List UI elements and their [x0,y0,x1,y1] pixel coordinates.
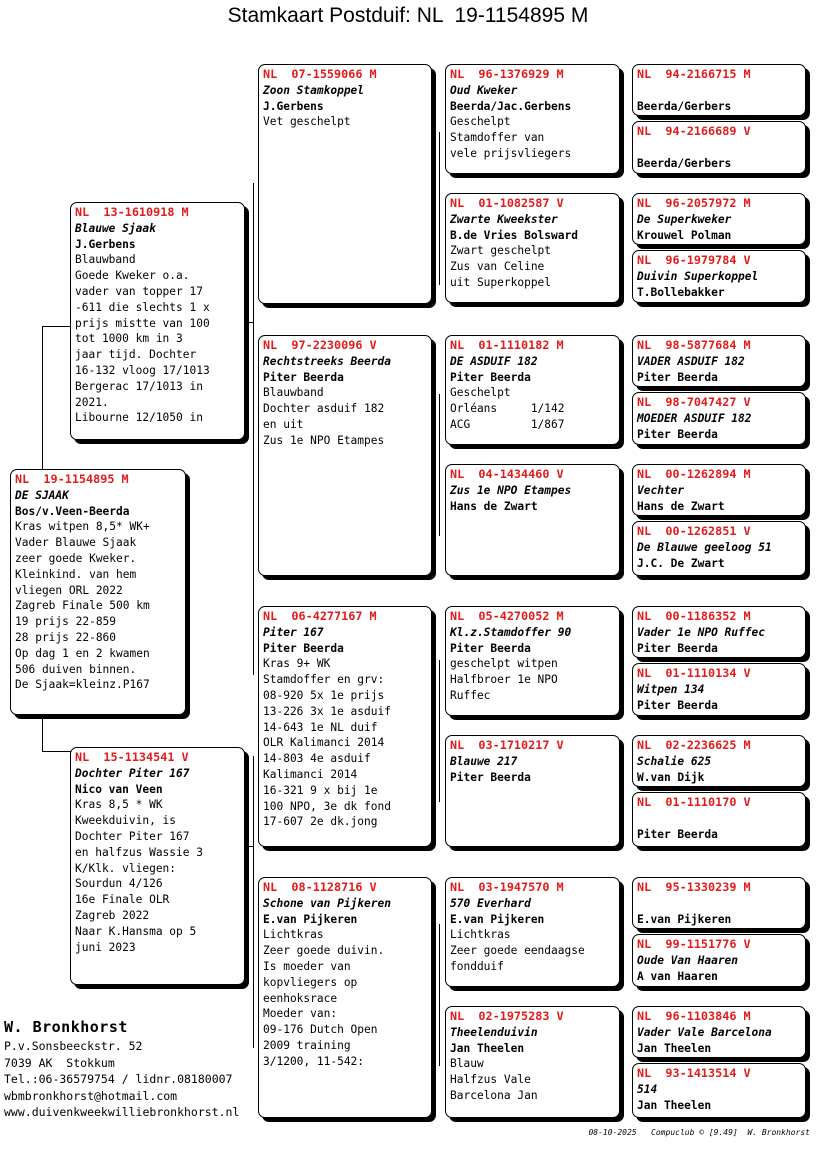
pigeon-owner: Piter Beerda [450,370,531,384]
connector-mother [253,756,254,1048]
pedigree-card-ff[interactable] [258,64,432,304]
pedigree-card-ffff[interactable] [632,64,806,116]
ring-number: NL 15-1134541 V [75,750,189,764]
pigeon-info: Zwart geschelpt Zus van Celine uit Superkoppel [450,244,552,289]
pigeon-owner: Jan Theelen [450,1041,525,1055]
connector-father [253,183,254,675]
pigeon-name: Oud Kweker [450,83,518,97]
connector-ff [439,132,440,285]
pigeon-owner: B.de Vries Bolsward [450,228,578,242]
ring-number: NL 13-1610918 M [75,205,189,219]
pedigree-card-mff[interactable] [445,606,620,716]
pigeon-name: Schalie 625 [637,754,712,768]
pedigree-card-subject[interactable] [10,469,186,715]
pigeon-owner: Piter Beerda [263,370,344,384]
pigeon-owner: Piter Beerda [450,770,531,784]
ring-number: NL 01-1110134 V [637,666,751,680]
pigeon-name: Rechtstreeks Beerda [263,354,391,368]
pedigree-card-mffm[interactable] [632,663,806,716]
pedigree-card-ffm[interactable] [445,193,620,303]
pigeon-owner: J.Gerbens [75,237,136,251]
pigeon-info: Geschelpt Orléans 1/142 ACG 1/867 [450,386,565,431]
ring-number: NL 98-5877684 M [637,338,751,352]
pedigree-card-father[interactable] [70,202,245,440]
pigeon-name: VADER ASDUIF 182 [637,354,745,368]
pedigree-card-fmff[interactable] [632,335,806,387]
ring-number: NL 00-1186352 M [637,609,751,623]
pigeon-info: Kras 8,5 * WK Kweekduivin, is Dochter Piter 167 en halfzus Wassie 3 K/Klk. vliegen: Sourdun 4/126 16e Finale OLR Zagreb 2022 Naar K.Hansma op 5 juni 2023 [75,798,203,954]
ring-number: NL 00-1262851 V [637,524,751,538]
pedigree-card-mmff[interactable] [632,877,806,929]
ring-number: NL 94-2166715 M [637,67,751,81]
ring-number: NL 96-1376929 M [450,67,564,81]
ring-number: NL 03-1710217 V [450,738,564,752]
pigeon-name [637,83,801,99]
breeder-email[interactable]: wbmbronkhorst@hotmail.com [4,1088,178,1103]
ring-number: NL 95-1330239 M [637,880,751,894]
pigeon-owner: Hans de Zwart [637,499,725,513]
ring-number: NL 96-2057972 M [637,196,751,210]
pigeon-owner: E.van Pijkeren [263,912,358,926]
ring-number: NL 02-2236625 M [637,738,751,752]
pigeon-name: 514 [637,1082,658,1096]
pigeon-name: Blauwe Sjaak [75,221,156,235]
pedigree-card-fff[interactable] [445,64,620,174]
pigeon-owner: A van Haaren [637,969,718,983]
pigeon-owner: Piter Beerda [637,827,718,841]
pigeon-owner: E.van Pijkeren [450,912,545,926]
connector-fm [439,394,440,536]
ring-number: NL 04-1434460 V [450,467,564,481]
pigeon-owner: Bos/v.Veen-Beerda [15,504,130,518]
pedigree-card-mm[interactable] [258,877,432,1118]
pigeon-name: Oude Van Haaren [637,953,739,967]
breeder-name: W. Bronkhorst [4,1018,128,1036]
connector-father-stub [244,322,254,323]
pigeon-owner: Jan Theelen [637,1098,712,1112]
ring-number: NL 19-1154895 M [15,472,129,486]
breeder-phone: Tel.:06-36579754 / lidnr.08180007 [4,1072,233,1086]
pigeon-name: Vader 1e NPO Ruffec [637,625,765,639]
page-title: Stamkaart Postduif: NL 19-1154895 M [227,4,589,27]
pigeon-name: Piter 167 [263,625,324,639]
pigeon-owner: W.van Dijk [637,770,705,784]
pigeon-name: DE ASDUIF 182 [450,354,538,368]
pigeon-info: Lichtkras Zeer goede duivin. Is moeder van kopvliegers op eenhoksrace Moeder van: 09-176 Dutch Open 2009 training 3/1200, 11-542: [263,928,385,1068]
pigeon-name: Theelenduivin [450,1025,538,1039]
pigeon-owner: Piter Beerda [637,698,718,712]
connector-mf [439,660,440,802]
pigeon-owner: Hans de Zwart [450,499,538,513]
connector-mother-stub [244,846,254,847]
footer-credit: 08-10-2025 Compuclub © [9.49] W. Bronkhorst [588,1128,810,1137]
pigeon-owner: Piter Beerda [637,641,718,655]
pigeon-owner: Jan Theelen [637,1041,712,1055]
pedigree-card-mf[interactable] [258,606,432,847]
pigeon-name: Zwarte Kweekster [450,212,558,226]
pedigree-card-mfmm[interactable] [632,792,806,847]
pigeon-name: Dochter Piter 167 [75,766,190,780]
pigeon-info: Kras 9+ WK Stamdoffer en grv: 08-920 5x 1e prijs 13-226 3x 1e asduif 14-643 1e NL duif OLR Kalimanci 2014 14-803 4e asduif Kalimanci 2014 16-321 9 x bij 1e 100 NPO, 3e dk fond 17-607 2e dk.jong [263,657,391,829]
pigeon-owner: E.van Pijkeren [637,912,732,926]
ring-number: NL 06-4277167 M [263,609,377,623]
pigeon-name [637,140,801,156]
pigeon-name [637,896,801,912]
ring-number: NL 96-1979784 V [637,253,751,267]
connector-mm [439,924,440,1066]
pigeon-name: MOEDER ASDUIF 182 [637,411,752,425]
pigeon-owner: Beerda/Jac.Gerbens [450,99,572,113]
breeder-street: P.v.Sonsbeeckstr. 52 [4,1039,143,1053]
pedigree-card-fffm[interactable] [632,121,806,174]
pedigree-card-fmmm[interactable] [632,521,806,576]
pedigree-card-mfff[interactable] [632,606,806,658]
ring-number: NL 98-7047427 V [637,395,751,409]
breeder-website[interactable]: www.duivenkweekwilliebronkhorst.nl [4,1105,240,1119]
pedigree-card-fmfm[interactable] [632,392,806,445]
pigeon-info: Blauwband Goede Kweker o.a. vader van topper 17 -611 die slechts 1 x prijs mistte van 100 tot 1000 km in 3 jaar tijd. Dochter 16-132 vloog 17/1013 Bergerac 17/1013 in 2021. Libourne 12/1050 in [75,253,210,425]
ring-number: NL 05-4270052 M [450,609,564,623]
pedigree-card-fmf[interactable] [445,335,620,445]
pigeon-name: 570 Everhard [450,896,531,910]
pigeon-name: Witpen 134 [637,682,705,696]
ring-number: NL 01-1110170 V [637,795,751,809]
ring-number: NL 07-1559066 M [263,67,377,81]
ring-number: NL 96-1103846 M [637,1009,751,1023]
pigeon-owner: T.Bollebakker [637,285,725,299]
pigeon-name: Duivin Superkoppel [637,269,759,283]
pigeon-name: De Superkweker [637,212,732,226]
pigeon-info: Vet geschelpt [263,115,351,129]
pigeon-owner: Nico van Veen [75,782,163,796]
pigeon-owner: Beerda/Gerbers [637,99,732,113]
pigeon-owner: Piter Beerda [637,370,718,384]
pigeon-owner: Piter Beerda [450,641,531,655]
pedigree-card-mother[interactable] [70,747,245,985]
ring-number: NL 94-2166689 V [637,124,751,138]
pigeon-name: Schone van Pijkeren [263,896,391,910]
pigeon-info: Geschelpt Stamdoffer van vele prijsvliegers [450,115,572,160]
pedigree-card-mmf[interactable] [445,877,620,987]
ring-number: NL 02-1975283 V [450,1009,564,1023]
pigeon-name [637,811,801,827]
ring-number: NL 08-1128716 V [263,880,377,894]
pigeon-name: De Blauwe geeloog 51 [637,540,772,554]
pigeon-name: DE SJAAK [15,488,69,502]
pigeon-owner: J.Gerbens [263,99,324,113]
pigeon-owner: J.C. De Zwart [637,556,725,570]
pedigree-card-ffmf[interactable] [632,193,806,245]
pigeon-name: Kl.z.Stamdoffer 90 [450,625,572,639]
ring-number: NL 01-1082587 V [450,196,564,210]
pedigree-card-mmm[interactable] [445,1006,620,1118]
pedigree-card-fmmf[interactable] [632,464,806,516]
pigeon-owner: Beerda/Gerbers [637,156,732,170]
pigeon-name: Vader Vale Barcelona [637,1025,772,1039]
breeder-city: 7039 AK Stokkum [4,1055,115,1070]
pigeon-info: Blauw Halfzus Vale Barcelona Jan [450,1057,538,1102]
pigeon-name: Blauwe 217 [450,754,518,768]
ring-number: NL 03-1947570 M [450,880,564,894]
pigeon-name: Vechter [637,483,685,497]
pigeon-owner: Krouwel Polman [637,228,732,242]
pedigree-card-fmm[interactable] [445,464,620,576]
ring-number: NL 99-1151776 V [637,937,751,951]
pigeon-info: geschelpt witpen Halfbroer 1e NPO Ruffec [450,657,558,702]
pigeon-name: Zoon Stamkoppel [263,83,365,97]
pigeon-owner: Piter Beerda [263,641,344,655]
pedigree-card-mmmm[interactable] [632,1063,806,1118]
pedigree-card-fm[interactable] [258,335,432,576]
pigeon-info: Kras witpen 8,5* WK+ Vader Blauwe Sjaak zeer goede Kweker. Kleinkind. van hem vliegen ORL 2022 Zagreb Finale 500 km 19 prijs 22-859 28 prijs 22-860 Op dag 1 en 2 kwamen 506 duiven binnen. De Sjaak=kleinz.P167 [15,520,150,692]
pigeon-owner: Piter Beerda [637,427,718,441]
ring-number: NL 93-1413514 V [637,1066,751,1080]
pedigree-card-mmmf[interactable] [632,1006,806,1058]
breeder-address [4,1016,239,1121]
pigeon-name: Zus 1e NPO Etampes [450,483,572,497]
pedigree-card-ffmm[interactable] [632,250,806,303]
pedigree-card-mfmf[interactable] [632,735,806,787]
pedigree-card-mfm[interactable] [445,735,620,847]
ring-number: NL 01-1110182 M [450,338,564,352]
pedigree-card-mmfm[interactable] [632,934,806,987]
pigeon-info: Blauwband Dochter asduif 182 en uit Zus 1e NPO Etampes [263,386,385,447]
ring-number: NL 00-1262894 M [637,467,751,481]
ring-number: NL 97-2230096 V [263,338,377,352]
pigeon-info: Lichtkras Zeer goede eendaagse fondduif [450,928,585,973]
